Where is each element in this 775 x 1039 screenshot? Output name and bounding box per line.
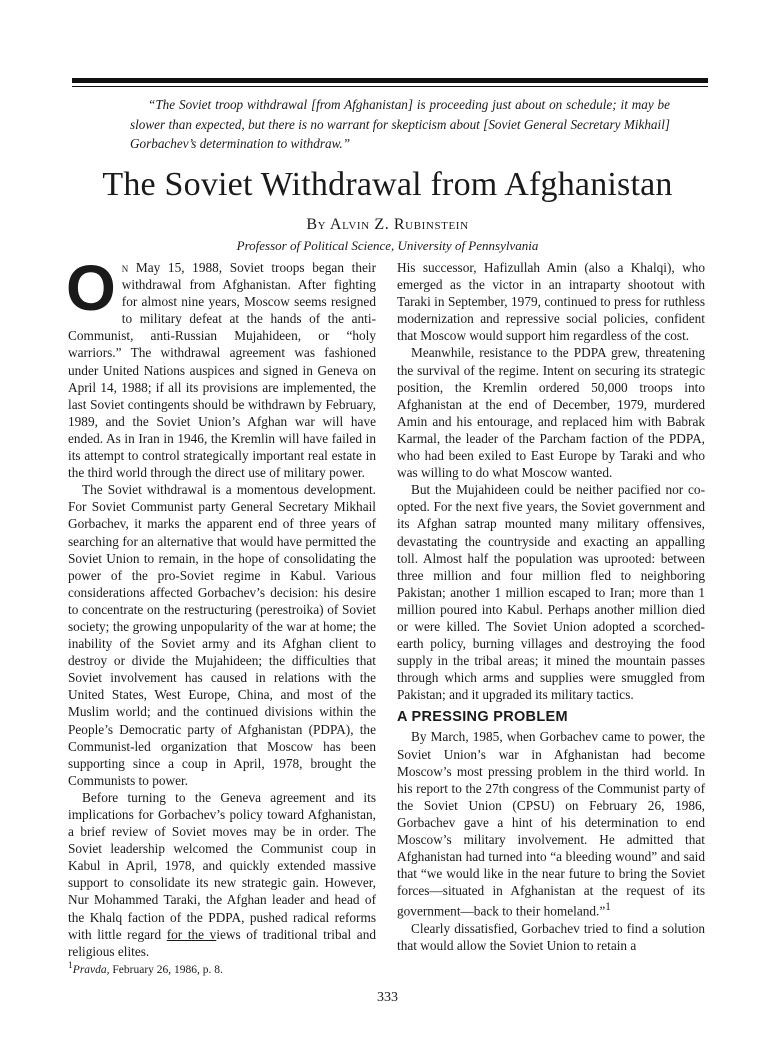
footnote-reference: 1 bbox=[605, 901, 611, 914]
article-title: The Soviet Withdrawal from Afghanistan bbox=[102, 166, 673, 203]
paragraph bbox=[68, 789, 376, 960]
author-affiliation: Professor of Political Science, University of Pennsylvania bbox=[236, 238, 539, 253]
top-rule-thick bbox=[72, 78, 708, 83]
paragraph: His successor, Hafizullah Amin (also a Khalqi), who emerged as the victor in an intraparty shootout with Taraki in September, 1979, continued to press for ruthless modernization and repressive social policies, confident that Moscow would support him regardless of the cost. bbox=[397, 260, 705, 344]
right-column bbox=[397, 259, 705, 954]
paragraph-text: By March, 1985, when Gorbachev came to power, the Soviet Union’s war in Afghanistan had become Moscow’s most pressing problem in the third world. In his report to the 27th congress of the Communist party of the Soviet Union (CPSU) on February 26, 1986, Gorbachev gave a hint of his determination to end Moscow’s military involvement. He admitted that Afghanistan had turned into “a bleeding wound” and said that “we would like in the near future to bring the Soviet forces—situated in Afghanistan at the request of its government—back to their homeland.” bbox=[397, 729, 705, 919]
footnote bbox=[68, 959, 376, 977]
drop-cap: O bbox=[66, 252, 116, 324]
epigraph-quote: “The Soviet troop withdrawal [from Afghanistan] is proceeding just about on schedule; it may be slower than expected, but there is no warrant for skepticism about [Soviet General Secretary Mikhail] Gorbachev’s determination to withdraw.” bbox=[130, 97, 670, 151]
top-rule-thin bbox=[72, 86, 708, 87]
paragraph-opening bbox=[66, 252, 376, 481]
paragraph bbox=[397, 728, 705, 919]
author-byline: By Alvin Z. Rubinstein bbox=[306, 216, 469, 233]
underlined-text: for the v bbox=[166, 926, 217, 942]
section-heading: A PRESSING PROBLEM bbox=[397, 709, 568, 726]
footnote-marker: 1 bbox=[68, 960, 73, 971]
left-column bbox=[66, 252, 377, 960]
paragraph: But the Mujahideen could be neither pacified nor co-opted. For the next five years, the Soviet government and its Afghan satrap mounted many military offensives, devastating the countryside and exacting an appalling toll. Almost half the population was uprooted: between three million and four million fled to neighboring Pakistan; another 1 million escaped to Iran; more than 1 million poured into Kabul. Perhaps another million died or were killed. The Soviet Union adopted a scorched-earth policy, burning villages and destroying the food supply in the tribal areas; it mined the mountain passes through which arms and supplies were smuggled from Pakistan; and it upgraded its military tactics. bbox=[397, 482, 705, 703]
paragraph-text: iews of traditional tribal and religious elites. bbox=[68, 926, 377, 959]
paragraph: The Soviet withdrawal is a momentous development. For Soviet Communist party General Secretary Mikhail Gorbachev, it marks the apparent end of three years of searching for an alternative that would have permitted the Soviet Union to remain, in the hope of consolidating the power of the pro-Soviet regime in Kabul. Various considerations affected Gorbachev’s decision: his desire to concentrate on the restructuring (perestroika) of Soviet society; the growing unpopularity of the war at home; the inability of the Soviet army and its Afghan client to destroy or divide the Mujahideen; the difficulties that Soviet involvement has caused in relations with the United States, West Europe, China, and most of the Muslim world; and the continued divisions within the People’s Democratic party of Afghanistan (PDPA), the Communist-led organization that Moscow has been supporting since a coup in April, 1978, brought the Communists to power. bbox=[68, 482, 376, 788]
paragraph: Clearly dissatisfied, Gorbachev tried to find a solution that would allow the Soviet Union to retain a bbox=[397, 920, 705, 953]
opening-small-caps: n bbox=[121, 260, 129, 275]
paragraph: Meanwhile, resistance to the PDPA grew, threatening the survival of the regime. Intent on securing its strategic position, the Kremlin ordered 50,000 troops into Afghanistan at the end of December, 1979, murdered Amin and his entourage, and replaced him with Babrak Karmal, the leader of the Parcham faction of the PDPA, who had been exiled to East Europe by Taraki and who was willing to do what Moscow wanted. bbox=[397, 345, 705, 481]
page-number: 333 bbox=[377, 990, 398, 1005]
footnote-source: Pravda, bbox=[72, 963, 110, 976]
paragraph-text: May 15, 1988, Soviet troops began their withdrawal from Afghanistan. After fighting for almost nine years, Moscow seems resigned to military defeat at the hands of the anti-Communist, anti-Russian Mujahideen, or “holy warriors.” The withdrawal agreement was fashioned under United Nations auspices and signed in Geneva on April 14, 1988; if all its provisions are implemented, the last Soviet contingents should be withdrawn by February, 1989, and the Soviet Union’s Afghan war will have ended. As in Iran in 1946, the Kremlin will have failed in its attempt to control strategically important real estate in the third world through the direct use of military power. bbox=[68, 260, 376, 481]
paragraph-text: Before turning to the Geneva agreement and its implications for Gorbachev’s policy toward Afghanistan, a brief review of Soviet moves may be in order. The Soviet leadership welcomed the Communist coup in Kabul in April, 1978, and quickly extended massive support to consolidate its new strategic gain. However, Nur Mohammed Taraki, the Afghan leader and head of the Khalq faction of the PDPA, pushed radical reforms with little regard bbox=[68, 789, 376, 942]
footnote-detail: February 26, 1986, p. 8. bbox=[109, 963, 223, 976]
